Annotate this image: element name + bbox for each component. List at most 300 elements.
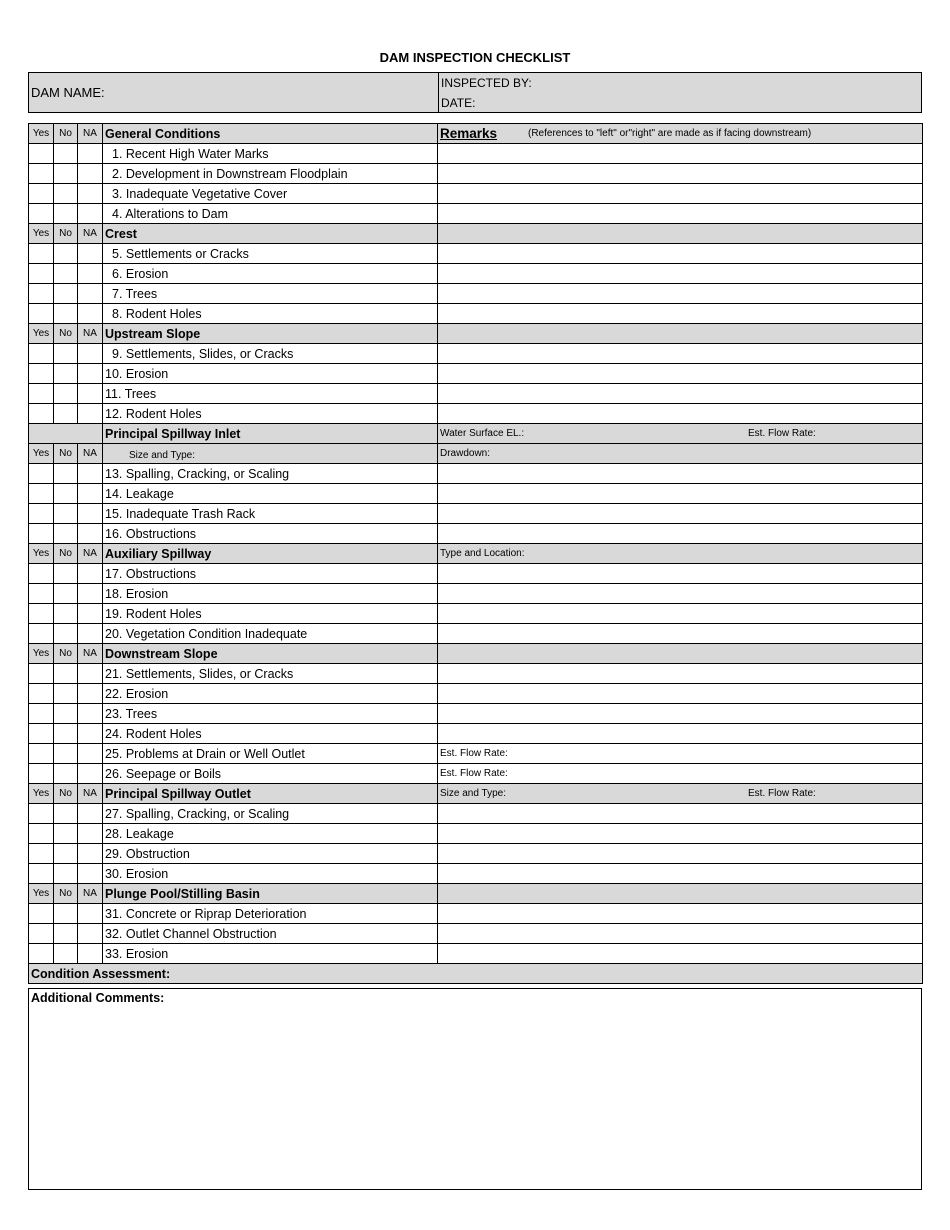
remarks-cell[interactable] [438,564,923,584]
header-divider [438,73,439,112]
item-label: 7. Trees [112,286,158,301]
remarks-cell[interactable] [438,864,923,884]
item-label: 2. Development in Downstream Floodplain [112,166,348,181]
col-no-header [54,124,78,144]
remarks-cell[interactable] [438,684,923,704]
check-no[interactable] [54,844,78,864]
checklist-item-row [29,724,923,744]
col-yes-header [29,124,54,144]
remarks-cell[interactable] [438,544,923,564]
item-label: 28. Leakage [105,826,174,841]
section-remark: Type and Location: [440,548,525,559]
check-na[interactable] [78,404,103,424]
check-no[interactable] [54,384,78,404]
item-label-cell [103,384,438,404]
remarks-cell[interactable] [438,844,923,864]
item-label-cell [103,864,438,884]
remarks-cell[interactable] [438,624,923,644]
section-title: General Conditions [105,126,221,141]
section-title-cell [103,224,438,244]
section-subheader-row [29,444,923,464]
remarks-cell[interactable] [438,824,923,844]
blank-cell [29,424,103,444]
item-label-cell [103,404,438,424]
date-label[interactable]: DATE: [441,96,476,110]
col-yes-header [29,784,54,804]
check-na[interactable] [78,804,103,824]
section-header-row [29,324,923,344]
check-no[interactable] [54,624,78,644]
check-yes[interactable] [29,264,54,284]
item-label-cell [103,284,438,304]
col-na-header [78,884,103,904]
remarks-cell[interactable] [438,284,923,304]
check-no[interactable] [54,264,78,284]
check-yes[interactable] [29,604,54,624]
remarks-cell[interactable] [438,384,923,404]
check-na[interactable] [78,164,103,184]
remarks-cell[interactable] [438,324,923,344]
checklist-item-row [29,204,923,224]
checklist-item-row [29,464,923,484]
check-na[interactable] [78,724,103,744]
check-yes[interactable] [29,164,54,184]
check-no[interactable] [54,824,78,844]
check-yes[interactable] [29,924,54,944]
checklist-item-row [29,604,923,624]
col-na-label: NA [83,888,97,899]
item-label: 31. Concrete or Riprap Deterioration [105,906,307,921]
section-title-cell [103,424,438,444]
condition-assessment-label: Condition Assessment: [31,966,171,981]
check-no[interactable] [54,564,78,584]
check-no[interactable] [54,904,78,924]
remarks-cell[interactable] [438,444,923,464]
check-yes[interactable] [29,204,54,224]
col-yes-header [29,544,54,564]
col-no-label: No [59,328,72,339]
check-na[interactable] [78,264,103,284]
check-no[interactable] [54,804,78,824]
item-label: 8. Rodent Holes [112,306,202,321]
check-na[interactable] [78,564,103,584]
item-label: 24. Rodent Holes [105,726,202,741]
checklist-item-row [29,484,923,504]
check-na[interactable] [78,844,103,864]
col-no-label: No [59,448,72,459]
checklist-item-row [29,184,923,204]
col-no-header [54,324,78,344]
item-label-cell [103,664,438,684]
item-label-cell [103,504,438,524]
section-remark: Size and Type: [440,788,506,799]
section-title-cell [103,644,438,664]
checklist-item-row [29,164,923,184]
col-yes-label: Yes [32,228,50,239]
item-label: 15. Inadequate Trash Rack [105,506,256,521]
col-na-header [78,324,103,344]
check-na[interactable] [78,744,103,764]
col-yes-header [29,444,54,464]
remarks-cell[interactable] [438,344,923,364]
check-na[interactable] [78,304,103,324]
remarks-cell[interactable] [438,644,923,664]
col-no-header [54,884,78,904]
check-no[interactable] [54,924,78,944]
condition-assessment-cell[interactable] [29,964,923,984]
check-na[interactable] [78,624,103,644]
item-label-cell [103,704,438,724]
check-yes[interactable] [29,864,54,884]
col-no-label: No [59,128,72,139]
col-yes-label: Yes [32,788,50,799]
check-yes[interactable] [29,824,54,844]
remarks-cell[interactable] [438,484,923,504]
check-na[interactable] [78,184,103,204]
check-no[interactable] [54,164,78,184]
checklist-item-row [29,284,923,304]
subheader-cell[interactable] [103,444,438,464]
section-title-cell [103,124,438,144]
check-yes[interactable] [29,364,54,384]
checklist-item-row [29,864,923,884]
item-label: 12. Rodent Holes [105,406,202,421]
section-title: Principal Spillway Inlet [105,426,241,441]
remarks-cell[interactable] [438,424,923,444]
check-no[interactable] [54,664,78,684]
item-label: 16. Obstructions [105,526,197,541]
col-no-label: No [59,548,72,559]
remarks-cell[interactable] [438,184,923,204]
additional-comments-label: Additional Comments: [31,991,165,1005]
remarks-cell[interactable] [438,724,923,744]
checklist-item-row [29,624,923,644]
remarks-cell[interactable] [438,304,923,324]
section-header-row [29,124,923,144]
checklist-item-row [29,244,923,264]
checklist-item-row [29,744,923,764]
condition-assessment-row[interactable] [29,964,923,984]
item-label: 32. Outlet Channel Obstruction [105,926,277,941]
section-title-cell [103,884,438,904]
checklist-item-row [29,764,923,784]
item-label-cell [103,724,438,744]
remarks-cell[interactable] [438,924,923,944]
item-label-cell [103,164,438,184]
checklist-item-row [29,264,923,284]
check-no[interactable] [54,304,78,324]
item-label-cell [103,184,438,204]
item-label: 20. Vegetation Condition Inadequate [105,626,308,641]
check-yes[interactable] [29,284,54,304]
check-na[interactable] [78,944,103,964]
checklist-item-row [29,664,923,684]
item-label-cell [103,764,438,784]
remarks-cell[interactable] [438,124,923,144]
check-na[interactable] [78,204,103,224]
check-na[interactable] [78,824,103,844]
item-label-cell [103,584,438,604]
col-yes-header [29,884,54,904]
check-no[interactable] [54,284,78,304]
item-label: 17. Obstructions [105,566,197,581]
item-label-cell [103,924,438,944]
item-label-cell [103,364,438,384]
check-yes[interactable] [29,304,54,324]
col-yes-label: Yes [32,448,50,459]
check-na[interactable] [78,364,103,384]
subheader-label: Size and Type: [129,449,195,461]
col-na-label: NA [83,448,97,459]
item-label: 33. Erosion [105,946,169,961]
check-no[interactable] [54,244,78,264]
col-na-header [78,124,103,144]
check-na[interactable] [78,584,103,604]
section-title: Auxiliary Spillway [105,546,212,561]
check-no[interactable] [54,344,78,364]
checklist-item-row [29,844,923,864]
item-label-cell [103,944,438,964]
remarks-cell[interactable] [438,764,923,784]
checklist-item-row [29,384,923,404]
check-yes[interactable] [29,144,54,164]
item-remark: Est. Flow Rate: [440,748,508,759]
check-na[interactable] [78,764,103,784]
col-no-header [54,444,78,464]
checklist-item-row [29,404,923,424]
item-label: 10. Erosion [105,366,169,381]
item-label: 22. Erosion [105,686,169,701]
item-label-cell [103,624,438,644]
remarks-cell[interactable] [438,804,923,824]
checklist-item-row [29,904,923,924]
item-label: 23. Trees [105,706,158,721]
col-no-label: No [59,648,72,659]
check-na[interactable] [78,684,103,704]
col-na-label: NA [83,328,97,339]
col-yes-label: Yes [32,328,50,339]
check-yes[interactable] [29,384,54,404]
section-header-row [29,784,923,804]
check-na[interactable] [78,344,103,364]
additional-comments-box[interactable] [28,988,922,1190]
remarks-cell[interactable] [438,524,923,544]
remarks-label: Remarks [440,126,498,141]
check-na[interactable] [78,464,103,484]
item-label-cell [103,264,438,284]
col-yes-label: Yes [32,128,50,139]
col-na-header [78,224,103,244]
section-remark-right: Est. Flow Rate: [748,788,816,799]
check-yes[interactable] [29,524,54,544]
item-label-cell [103,564,438,584]
check-na[interactable] [78,524,103,544]
check-yes[interactable] [29,804,54,824]
item-label: 19. Rodent Holes [105,606,202,621]
remarks-cell[interactable] [438,404,923,424]
checklist-item-row [29,824,923,844]
check-no[interactable] [54,464,78,484]
inspected-by-label[interactable]: INSPECTED BY: [441,76,532,90]
check-yes[interactable] [29,184,54,204]
col-no-header [54,784,78,804]
checklist-item-row [29,924,923,944]
item-label: 18. Erosion [105,586,169,601]
check-yes[interactable] [29,244,54,264]
remarks-cell[interactable] [438,584,923,604]
item-label-cell [103,604,438,624]
check-yes[interactable] [29,344,54,364]
check-yes[interactable] [29,764,54,784]
check-na[interactable] [78,284,103,304]
remarks-cell[interactable] [438,144,923,164]
check-na[interactable] [78,704,103,724]
check-no[interactable] [54,944,78,964]
check-yes[interactable] [29,664,54,684]
remarks-cell[interactable] [438,264,923,284]
section-title: Plunge Pool/Stilling Basin [105,886,260,901]
remarks-note: (References to "left" or"right" are made as if facing downstream) [528,128,812,139]
check-yes[interactable] [29,584,54,604]
col-na-label: NA [83,648,97,659]
check-yes[interactable] [29,564,54,584]
item-label-cell [103,824,438,844]
check-no[interactable] [54,764,78,784]
check-no[interactable] [54,504,78,524]
section-header-row [29,644,923,664]
subheader-remark: Drawdown: [440,448,491,459]
check-no[interactable] [54,584,78,604]
item-label-cell [103,484,438,504]
remarks-cell[interactable] [438,884,923,904]
remarks-cell[interactable] [438,464,923,484]
item-label-cell [103,904,438,924]
item-label-cell [103,844,438,864]
check-yes[interactable] [29,944,54,964]
item-label-cell [103,684,438,704]
check-no[interactable] [54,864,78,884]
col-na-header [78,444,103,464]
section-remark-right: Est. Flow Rate: [748,428,816,439]
check-no[interactable] [54,704,78,724]
item-label: 14. Leakage [105,486,174,501]
section-title: Principal Spillway Outlet [105,786,251,801]
check-no[interactable] [54,204,78,224]
col-yes-label: Yes [32,888,50,899]
check-na[interactable] [78,144,103,164]
remarks-cell[interactable] [438,224,923,244]
check-no[interactable] [54,184,78,204]
item-remark: Est. Flow Rate: [440,768,508,779]
item-label: 29. Obstruction [105,846,190,861]
checklist-item-row [29,524,923,544]
section-title: Downstream Slope [105,646,218,661]
item-label: 27. Spalling, Cracking, or Scaling [105,806,290,821]
check-yes[interactable] [29,724,54,744]
check-yes[interactable] [29,404,54,424]
col-no-header [54,224,78,244]
remarks-cell[interactable] [438,704,923,724]
remarks-cell[interactable] [438,604,923,624]
col-no-header [54,644,78,664]
check-yes[interactable] [29,904,54,924]
check-yes[interactable] [29,844,54,864]
section-header-row [29,544,923,564]
check-no[interactable] [54,364,78,384]
item-label: 30. Erosion [105,866,169,881]
remarks-cell[interactable] [438,904,923,924]
section-header-row [29,424,923,444]
check-na[interactable] [78,384,103,404]
col-na-label: NA [83,228,97,239]
section-header-row [29,224,923,244]
section-title-cell [103,324,438,344]
check-no[interactable] [54,604,78,624]
item-label: 11. Trees [105,386,157,401]
check-yes[interactable] [29,504,54,524]
check-yes[interactable] [29,704,54,724]
checklist-item-row [29,944,923,964]
check-no[interactable] [54,484,78,504]
col-no-label: No [59,888,72,899]
check-na[interactable] [78,604,103,624]
item-label: 3. Inadequate Vegetative Cover [112,186,288,201]
item-label: 26. Seepage or Boils [105,766,222,781]
col-yes-label: Yes [32,548,50,559]
page-title: DAM INSPECTION CHECKLIST [379,50,571,65]
checklist-item-row [29,704,923,724]
check-no[interactable] [54,744,78,764]
remarks-cell[interactable] [438,504,923,524]
checklist-item-row [29,684,923,704]
checklist-item-row [29,804,923,824]
item-label-cell [103,144,438,164]
check-yes[interactable] [29,464,54,484]
check-na[interactable] [78,864,103,884]
item-label: 4. Alterations to Dam [112,206,229,221]
check-no[interactable] [54,404,78,424]
check-na[interactable] [78,504,103,524]
check-na[interactable] [78,484,103,504]
remarks-cell[interactable] [438,204,923,224]
check-no[interactable] [54,724,78,744]
remarks-cell[interactable] [438,664,923,684]
remarks-cell[interactable] [438,744,923,764]
dam-name-label[interactable]: DAM NAME: [31,85,105,100]
check-yes[interactable] [29,624,54,644]
check-no[interactable] [54,144,78,164]
section-remark: Water Surface EL.: [440,428,525,439]
check-no[interactable] [54,524,78,544]
remarks-cell[interactable] [438,364,923,384]
item-label: 21. Settlements, Slides, or Cracks [105,666,294,681]
check-yes[interactable] [29,744,54,764]
remarks-cell[interactable] [438,244,923,264]
check-no[interactable] [54,684,78,704]
item-label-cell [103,344,438,364]
check-na[interactable] [78,664,103,684]
check-na[interactable] [78,924,103,944]
check-na[interactable] [78,904,103,924]
remarks-cell[interactable] [438,784,923,804]
check-yes[interactable] [29,684,54,704]
check-yes[interactable] [29,484,54,504]
check-na[interactable] [78,244,103,264]
remarks-cell[interactable] [438,164,923,184]
remarks-cell[interactable] [438,944,923,964]
section-title: Upstream Slope [105,326,201,341]
item-label: 5. Settlements or Cracks [112,246,249,261]
